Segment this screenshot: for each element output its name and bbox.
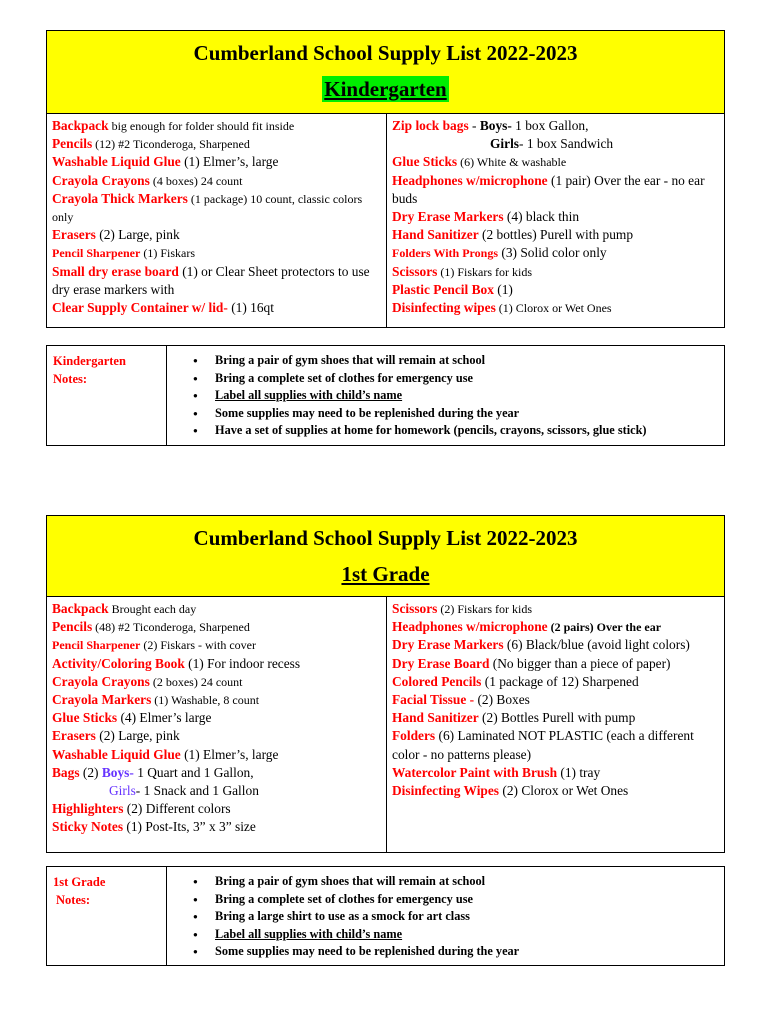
list-item: Zip lock bags - Boys- 1 box Gallon, [392,118,589,133]
note-item: ● Label all supplies with child’s name [215,926,519,944]
list-item: Small dry erase board (1) or Clear Sheet protectors to use dry erase markers with [52,263,370,297]
list-item: Dry Erase Markers (4) black thin [392,209,580,225]
note-item: ● Bring a pair of gym shoes that will remain at school [215,352,647,370]
note-item: ● Some supplies may need to be replenished during the year [215,405,647,423]
list-item: Folders (6) Laminated NOT PLASTIC (each a different color - no patterns please) [392,728,694,762]
list-item: Disinfecting wipes (1) Clorox or Wet Ones [392,300,612,316]
kindergarten-grade-label: Kindergarten [324,77,447,101]
list-item: Folders With Prongs (3) Solid color only [392,245,607,261]
list-item: Watercolor Paint with Brush (1) tray [392,764,601,780]
list-item: Crayola Crayons (4 boxes) 24 count [52,172,243,188]
list-item: Pencil Sharpener (2) Fiskars - with cover [52,638,256,653]
list-item: Highlighters (2) Different colors [52,801,231,817]
list-item: Dry Erase Board (No bigger than a piece of paper) [392,655,671,671]
kindergarten-section [46,30,725,328]
list-item: Plastic Pencil Box (1) [392,281,513,297]
list-item: Headphones w/microphone (2 pairs) Over the ear [392,619,662,635]
list-item: Headphones w/microphone (1 pair) Over the ear - no ear buds [392,172,705,206]
list-item: Backpack big enough for folder should fit inside [52,118,295,133]
list-item: Backpack Brought each day [52,601,197,616]
note-item: ● Label all supplies with child’s name [215,387,647,405]
note-item: ● Bring a pair of gym shoes that will remain at school [215,873,519,891]
list-item: Pencil Sharpener (1) Fiskars [52,246,195,261]
first-grade-right-column [387,597,724,852]
kindergarten-left-column [47,114,387,327]
note-item: ● Some supplies may need to be replenished during the year [215,943,519,961]
list-item: Crayola Thick Markers (1 package) 10 count, classic colors only [52,190,363,225]
first-grade-notes-list [167,867,519,965]
kindergarten-notes-label: Kindergarten Notes: [47,346,167,445]
note-item: ● Have a set of supplies at home for homework (pencils, crayons, scissors, glue stick) [215,422,647,440]
list-item: Glue Sticks (4) Elmer’s large [52,710,212,726]
first-grade-notes [46,866,725,966]
list-item: Crayola Markers (1) Washable, 8 count [52,692,260,708]
list-item: Scissors (1) Fiskars for kids [392,263,533,279]
kindergarten-notes [46,345,725,446]
first-grade-title: Cumberland School Supply List 2022-2023 [193,526,578,550]
note-item: ● Bring a complete set of clothes for emergency use [215,891,519,909]
list-item: Dry Erase Markers (6) Black/blue (avoid light colors) [392,637,690,653]
list-item: Hand Sanitizer (2) Bottles Purell with pump [392,710,636,726]
kindergarten-notes-list [167,346,647,445]
first-grade-notes-label: 1st Grade Notes: [47,867,167,965]
list-item: Pencils (48) #2 Ticonderoga, Sharpened [52,619,250,635]
first-grade-section [46,515,725,853]
note-item: ● Bring a complete set of clothes for emergency use [215,370,647,388]
kindergarten-supply-grid [46,114,725,328]
kindergarten-title: Cumberland School Supply List 2022-2023 [193,41,578,65]
first-grade-header [46,515,725,597]
list-item: Erasers (2) Large, pink [52,227,180,243]
first-grade-supply-grid [46,597,725,853]
kindergarten-right-column [387,114,724,327]
list-item: Crayola Crayons (2 boxes) 24 count [52,673,243,689]
list-item: Erasers (2) Large, pink [52,728,180,744]
first-grade-left-column [47,597,387,852]
list-item: Colored Pencils (1 package of 12) Sharpened [392,673,639,689]
list-item: Washable Liquid Glue (1) Elmer’s, large [52,746,279,762]
kindergarten-header [46,30,725,114]
list-item: Hand Sanitizer (2 bottles) Purell with pump [392,227,634,243]
list-item: Bags (2) Boys- 1 Quart and 1 Gallon, [52,764,254,780]
list-item: Pencils (12) #2 Ticonderoga, Sharpened [52,136,250,152]
list-item: Glue Sticks (6) White & washable [392,154,567,170]
list-item: Scissors (2) Fiskars for kids [392,601,533,616]
list-item: Clear Supply Container w/ lid- (1) 16qt [52,300,274,316]
list-item: Girls- 1 box Sandwich [490,136,614,152]
first-grade-grade-label: 1st Grade [341,562,430,586]
list-item: Disinfecting Wipes (2) Clorox or Wet Ones [392,783,629,799]
list-item: Washable Liquid Glue (1) Elmer’s, large [52,154,279,170]
note-item: ● Bring a large shirt to use as a smock for art class [215,908,519,926]
list-item: Facial Tissue - (2) Boxes [392,692,530,708]
list-item: Activity/Coloring Book (1) For indoor recess [52,655,301,671]
list-item: Sticky Notes (1) Post-Its, 3” x 3” size [52,819,256,835]
list-item: Girls- 1 Snack and 1 Gallon [109,783,259,799]
